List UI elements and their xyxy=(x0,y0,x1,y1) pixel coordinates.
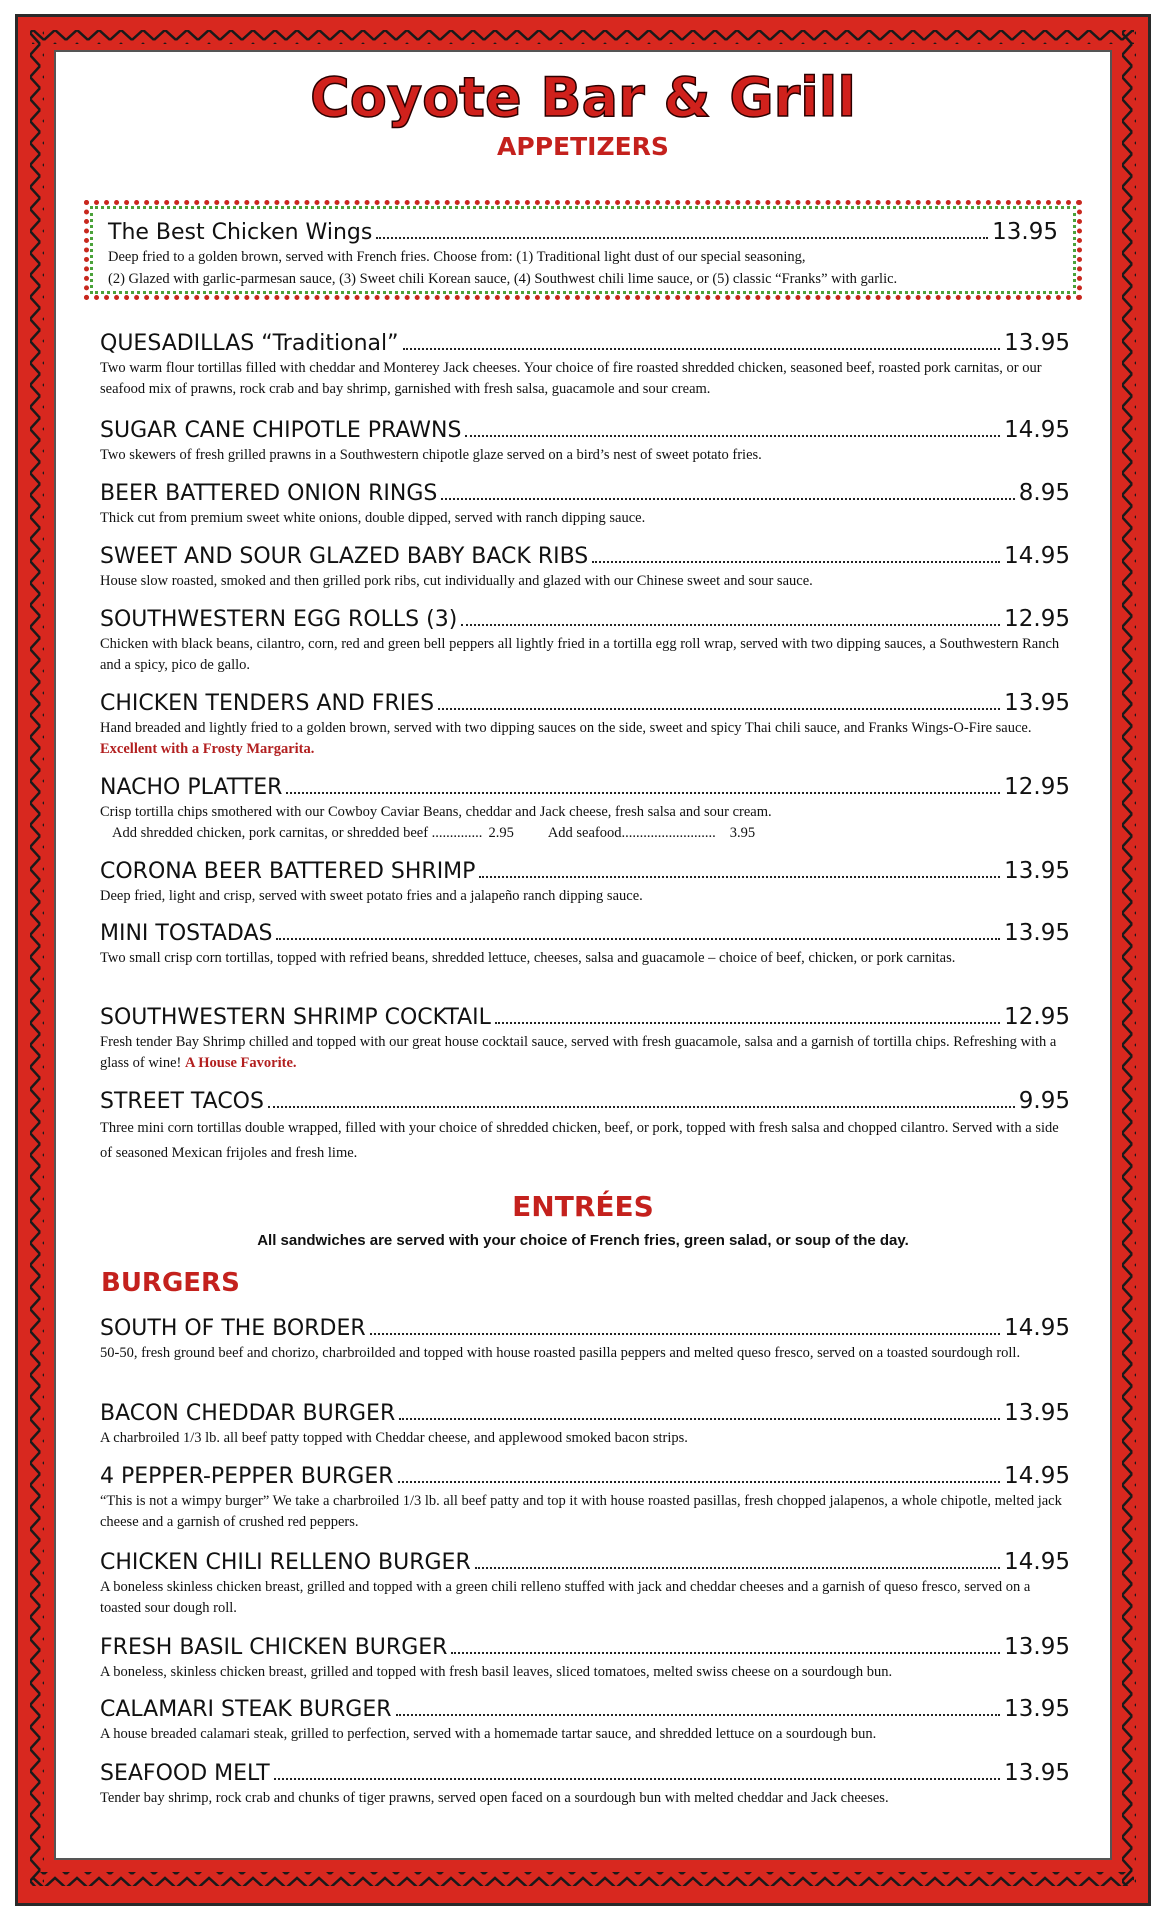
item-price: 12.95 xyxy=(1004,606,1070,632)
item-price: 8.95 xyxy=(1018,480,1070,506)
item-name: 4 PEPPER-PEPPER BURGER xyxy=(100,1464,394,1489)
restaurant-title: Coyote Bar & Grill xyxy=(310,66,856,129)
item-desc: A boneless skinless chicken breast, grilled and topped with a green chili relleno stuffed with jack and cheddar cheeses and a garnish of queso fresco, served on a toasted sour dough roll. xyxy=(100,1579,1031,1616)
entrees-heading: ENTRÉES xyxy=(512,1190,654,1223)
item-price: 14.95 xyxy=(1004,1549,1070,1575)
menu-item xyxy=(100,1760,1070,1809)
menu-item xyxy=(100,920,1070,969)
item-price: 12.95 xyxy=(1004,1004,1070,1030)
item-price: 13.95 xyxy=(1004,1696,1070,1722)
add-on-row xyxy=(100,823,1070,844)
item-name: SOUTH OF THE BORDER xyxy=(100,1316,366,1341)
highlight-note: A House Favorite. xyxy=(184,1055,297,1071)
item-desc: (2) Glazed with garlic-parmesan sauce, (3) Sweet chili Korean sauce, (4) Southwest chili lime sauce, or (5) classic “Franks” with garlic. xyxy=(108,271,898,287)
item-desc: “This is not a wimpy burger” We take a charbroiled 1/3 lb. all beef patty and top it with house roasted pasillas, fresh chopped jalapenos, a whole chipotle, melted jack cheese and a garnish of crushed red peppers. xyxy=(100,1493,1062,1530)
menu-item xyxy=(100,774,1070,844)
item-name: CHICKEN TENDERS AND FRIES xyxy=(100,691,435,716)
item-name: SWEET AND SOUR GLAZED BABY BACK RIBS xyxy=(100,544,589,569)
item-price: 9.95 xyxy=(1018,1088,1070,1114)
item-name: CORONA BEER BATTERED SHRIMP xyxy=(100,859,476,884)
burgers-heading: BURGERS xyxy=(101,1268,240,1298)
item-name: SOUTHWESTERN EGG ROLLS (3) xyxy=(100,607,458,632)
add-on-price: 3.95 xyxy=(729,825,756,841)
menu-item xyxy=(100,1315,1070,1364)
item-name: BACON CHEDDAR BURGER xyxy=(100,1401,396,1426)
item-price: 13.95 xyxy=(992,219,1058,245)
item-name: CALAMARI STEAK BURGER xyxy=(100,1697,392,1722)
item-desc-text: Hand breaded and lightly fried to a golden brown, served with two dipping sauces on the side, sweet and spicy Thai chili sauce, and Franks Wings-O-Fire sauce. xyxy=(100,720,1032,736)
menu-item xyxy=(100,1549,1070,1619)
item-price: 13.95 xyxy=(1004,858,1070,884)
item-desc: Two small crisp corn tortillas, topped with refried beans, shredded lettuce, cheeses, salsa and guacamole – choice of beef, chicken, or pork carnitas. xyxy=(100,950,956,966)
item-name: SOUTHWESTERN SHRIMP COCKTAIL xyxy=(100,1005,491,1030)
item-name: FRESH BASIL CHICKEN BURGER xyxy=(100,1635,448,1660)
item-price: 14.95 xyxy=(1004,1463,1070,1489)
appetizers-heading: APPETIZERS xyxy=(497,132,669,161)
item-desc xyxy=(100,1032,1070,1074)
item-name: SEAFOOD MELT xyxy=(100,1761,270,1786)
item-price: 14.95 xyxy=(1004,543,1070,569)
item-price: 14.95 xyxy=(1004,1315,1070,1341)
item-price: 13.95 xyxy=(1004,1400,1070,1426)
item-desc: Two warm flour tortillas filled with cheddar and Monterey Jack cheeses. Your choice of fire roasted shredded chicken, seasoned beef, roasted pork carnitas, or our seafood mix of prawns, rock crab and bay shrimp, garnished with fresh salsa, guacamole and sour cream. xyxy=(100,360,1042,397)
menu-item xyxy=(100,1463,1070,1533)
menu-item xyxy=(100,690,1070,760)
item-desc: House slow roasted, smoked and then grilled pork ribs, cut individually and glazed with our Chinese sweet and sour sauce. xyxy=(100,573,813,589)
item-name: STREET TACOS xyxy=(100,1089,264,1114)
menu-page xyxy=(54,50,1112,1860)
menu-item xyxy=(100,858,1070,907)
item-name: QUESADILLAS “Traditional” xyxy=(100,331,399,356)
menu-item xyxy=(100,1400,1070,1449)
item-price: 13.95 xyxy=(1004,1634,1070,1660)
item-desc: A charbroiled 1/3 lb. all beef patty topped with Cheddar cheese, and applewood smoked bacon strips. xyxy=(100,1430,688,1446)
item-desc: Tender bay shrimp, rock crab and chunks of tiger prawns, served open faced on a sourdough bun with melted cheddar and Jack cheeses. xyxy=(100,1790,889,1806)
item-name: NACHO PLATTER xyxy=(100,775,283,800)
menu-item xyxy=(100,417,1070,466)
item-desc: Crisp tortilla chips smothered with our Cowboy Caviar Beans, cheddar and Jack cheese, fresh salsa and sour cream. xyxy=(100,804,772,820)
item-desc: Three mini corn tortillas double wrapped, filled with your choice of shredded chicken, beef, or pork, topped with fresh salsa and chopped cilantro. Served with a side of seasoned Mexican frijoles and fresh lime. xyxy=(100,1120,1059,1161)
item-name: MINI TOSTADAS xyxy=(100,921,273,946)
item-desc: Deep fried, light and crisp, served with sweet potato fries and a jalapeño ranch dipping sauce. xyxy=(100,888,643,904)
item-desc: Chicken with black beans, cilantro, corn, red and green bell peppers all lightly fried in a tortilla egg roll wrap, served with two dipping sauces, a Southwestern Ranch and a spicy, pico de gallo. xyxy=(100,636,1060,673)
menu-item xyxy=(100,1004,1070,1074)
item-price: 13.95 xyxy=(1004,920,1070,946)
add-on-price: 2.95 xyxy=(488,825,514,841)
item-price: 13.95 xyxy=(1004,1760,1070,1786)
item-desc-text: Fresh tender Bay Shrimp chilled and topped with our great house cocktail sauce, served with fresh guacamole, salsa and a garnish of tortilla chips. Refreshing with a glass of wine! xyxy=(100,1034,1057,1071)
add-on-label: Add shredded chicken, pork carnitas, or shredded beef .............. xyxy=(112,825,483,841)
menu-item xyxy=(100,543,1070,592)
menu-item xyxy=(100,1696,1070,1745)
item-name: The Best Chicken Wings xyxy=(108,220,373,245)
item-desc: A house breaded calamari steak, grilled to perfection, served with a homemade tartar sauce, and shredded lettuce on a sourdough bun. xyxy=(100,1726,877,1742)
menu-item xyxy=(100,330,1070,400)
item-name: CHICKEN CHILI RELLENO BURGER xyxy=(100,1550,471,1575)
item-name: BEER BATTERED ONION RINGS xyxy=(100,481,438,506)
add-on-label: Add seafood.......................... xyxy=(547,825,716,841)
menu-item xyxy=(100,606,1070,676)
item-desc: A boneless, skinless chicken breast, grilled and topped with fresh basil leaves, sliced tomatoes, melted swiss cheese on a sourdough bun. xyxy=(100,1664,893,1680)
item-name: SUGAR CANE CHIPOTLE PRAWNS xyxy=(100,418,462,443)
item-price: 13.95 xyxy=(1004,690,1070,716)
highlight-note: Excellent with a Frosty Margarita. xyxy=(100,741,315,757)
item-desc xyxy=(100,718,1070,760)
entrees-note: All sandwiches are served with your choice of French fries, green salad, or soup of the day. xyxy=(257,1232,909,1249)
item-price: 14.95 xyxy=(1004,417,1070,443)
item-price: 13.95 xyxy=(1004,330,1070,356)
item-desc: 50-50, fresh ground beef and chorizo, charbroilded and topped with house roasted pasilla peppers and melted queso fresco, served on a toasted sourdough roll. xyxy=(100,1345,1021,1361)
menu-item xyxy=(100,480,1070,529)
item-desc: Deep fried to a golden brown, served with French fries. Choose from: (1) Traditional light dust of our special seasoning, xyxy=(108,249,806,265)
menu-item xyxy=(100,1088,1070,1166)
item-desc: Thick cut from premium sweet white onions, double dipped, served with ranch dipping sauce. xyxy=(100,510,646,526)
menu-item-wings xyxy=(108,219,1058,290)
item-price: 12.95 xyxy=(1004,774,1070,800)
item-desc: Two skewers of fresh grilled prawns in a Southwestern chipotle glaze served on a bird’s nest of sweet potato fries. xyxy=(100,447,762,463)
menu-item xyxy=(100,1634,1070,1683)
